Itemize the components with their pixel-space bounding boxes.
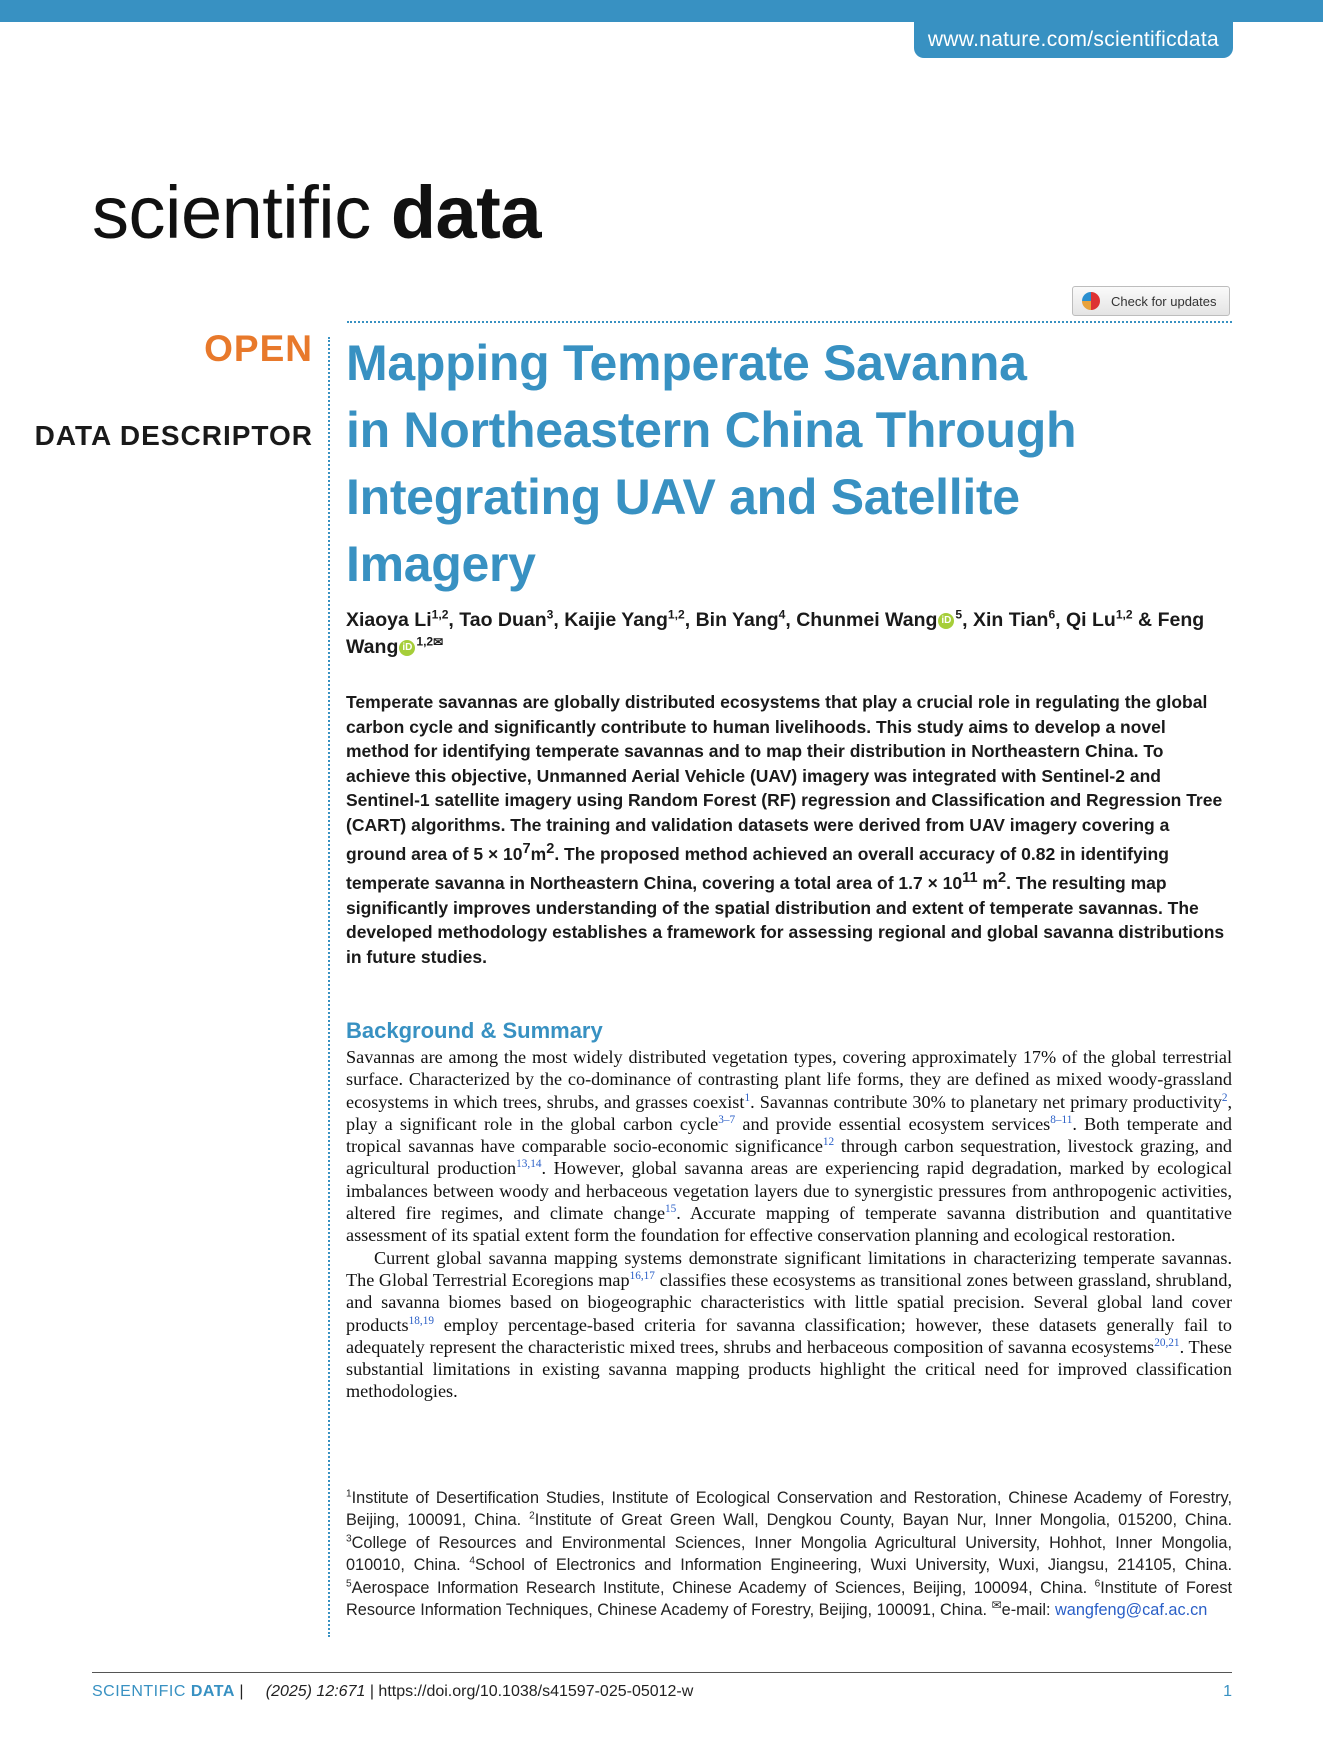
author-name[interactable]: Chunmei Wang xyxy=(796,609,938,631)
author-affiliation-marker: 6 xyxy=(1048,607,1056,622)
abstract-exponent: 7 xyxy=(522,841,531,857)
author-name[interactable]: Feng Wang xyxy=(346,609,1205,658)
footer-citation: (2025) 12:671 xyxy=(265,1683,366,1700)
reference-link[interactable]: 20,21 xyxy=(1154,1336,1180,1349)
author-affiliation-marker: 1,2 xyxy=(416,634,434,649)
title-line: Imagery xyxy=(346,536,536,592)
reference-link[interactable]: 8–11 xyxy=(1050,1113,1073,1126)
reference-link[interactable]: 15 xyxy=(665,1203,677,1216)
affiliation-number: 1 xyxy=(346,1488,352,1500)
abstract-text xyxy=(346,690,1230,969)
crossmark-icon xyxy=(1082,292,1100,310)
journal-url-link[interactable]: www.nature.com/scientificdata xyxy=(914,22,1233,58)
abstract-exponent: 11 xyxy=(962,870,978,887)
reference-link[interactable]: 13,14 xyxy=(516,1158,542,1171)
abstract xyxy=(346,690,1230,969)
author-name[interactable]: Xin Tian xyxy=(972,609,1049,631)
doi-link[interactable]: https://doi.org/10.1038/s41597-025-05012-w xyxy=(378,1683,694,1700)
title-line: Mapping Temperate Savanna xyxy=(346,335,1027,391)
page-footer xyxy=(92,1683,1232,1701)
reference-link[interactable]: 12 xyxy=(822,1136,835,1149)
abstract-part: . The proposed method achieved an overall accuracy of 0.82 in identifying temperate savanna in Northeastern China, covering a total area of xyxy=(346,843,1169,894)
affiliation-number: 6 xyxy=(1094,1578,1101,1590)
footer-rule xyxy=(92,1672,1232,1673)
check-for-updates-label: Check for updates xyxy=(1111,294,1217,309)
paragraph: Current global savanna mapping systems demonstrate significant limitations in characterizing temperate savannas. The Global Terrestrial Ecoregions map$^{16,17}$ classifies these ecosystems as transitional zones between grassland, shrubland, and savanna biomes based on biogeographic characteristics with little spatial precision. Several global land cover products$^{18,19}$ employ percentage-based criteria for savanna classification; however, these datasets generally fail to adequately represent the characteristic mixed trees, shrubs and herbaceous composition of savanna ecosystems$^{20,21}$. These substantial limitations in existing savanna mapping products highlight the critical need for improved classification methodologies. xyxy=(346,1247,1232,1402)
footer-journal-light: SCIENTIFIC xyxy=(92,1683,191,1700)
author-list: Xiaoya Li$^{1,2}$, Tao Duan$^3$, Kaijie Yang$^{1,2}$, Bin Yang$^4$, Chunmei Wang iD $^5$, Xin Tian$^6$, Qi Lu$^{1,2}$ & Feng Wang iD $^{1,2}$✉ xyxy=(346,607,1205,658)
abstract-unit: m xyxy=(977,873,998,894)
author-name[interactable]: Tao Duan xyxy=(459,609,547,631)
author-name[interactable]: Bin Yang xyxy=(695,609,779,631)
abstract-exponent: 2 xyxy=(546,841,555,857)
section-heading: Background & Summary xyxy=(346,1018,603,1043)
logo-word-light: scientific xyxy=(92,171,371,254)
author-affiliation-marker: 4 xyxy=(778,607,786,622)
abstract-part: . The resulting map significantly improves understanding of the spatial distribution and extent of temperate savannas. The developed methodology establishes a framework for assessing regional and global savanna distributions in future studies. xyxy=(346,873,1225,967)
author-affiliation-marker: 5 xyxy=(955,607,963,622)
title-line: in Northeastern China Through xyxy=(346,402,1077,458)
body-text xyxy=(346,1046,1232,1403)
affiliation-number: 3 xyxy=(346,1533,352,1545)
author-name[interactable]: Xiaoya Li xyxy=(346,609,432,631)
affiliation-number: 4 xyxy=(469,1555,476,1567)
logo-word-bold: data xyxy=(390,171,541,254)
open-access-label: OPEN xyxy=(204,328,313,369)
orcid-icon[interactable]: iD xyxy=(399,640,415,656)
abstract-value: 1.7 × 10 xyxy=(898,873,963,894)
footer-journal xyxy=(92,1683,235,1700)
author-name[interactable]: Qi Lu xyxy=(1066,609,1116,631)
affiliation-text: Aerospace Information Research Institute, Chinese Academy of Sciences, Beijing, 100094, China. xyxy=(351,1578,1095,1597)
affiliation-text: College of Resources and Environmental Sciences, Inner Mongolia Agricultural University, Hohhot, Inner Mongolia, 010010, China. xyxy=(346,1533,1232,1575)
orcid-icon[interactable]: iD xyxy=(938,613,954,629)
affiliations: $^1$Institute of Desertification Studies, Institute of Ecological Conservation and Restoration, Chinese Academy of Forestry, Beijing, 100091, China. $^2$Institute of Great Green Wall, Dengkou County, Bayan Nur, Inner Mongolia, 015200, China. $^3$College of Resources and Environmental Sciences, Inner Mongolia Agricultural University, Hohhot, Inner Mongolia, 010010, China. $^4$School of Electronics and Information Engineering, Wuxi University, Wuxi, Jiangsu, 214105, China. $^5$Aerospace Information Research Institute, Chinese Academy of Sciences, Beijing, 100094, China. $^6$Institute of Forest Resource Information Techniques, Chinese Academy of Forestry, Beijing, 100091, China. ✉e-mail: wangfeng@caf.ac.cn xyxy=(346,1488,1232,1620)
reference-link[interactable]: 2 xyxy=(1221,1091,1228,1104)
article-title xyxy=(346,330,1226,598)
article-type-label: DATA DESCRIPTOR xyxy=(34,420,313,451)
reference-link[interactable]: 18,19 xyxy=(408,1314,434,1327)
footer-separator: | xyxy=(234,1683,248,1700)
title-line: Integrating UAV and Satellite xyxy=(346,469,1020,525)
abstract-part: Temperate savannas are globally distributed ecosystems that play a crucial role in regulating the global carbon cycle and significantly contribute to human livelihoods. This study aims to develop a novel method for identifying temperate savannas and to map their distribution in Northeastern China. To achieve this objective, Unmanned Aerial Vehicle (UAV) imagery was integrated with Sentinel-2 and Sentinel-1 satellite imagery using Random Forest (RF) regression and Classification and Regression Tree (CART) algorithms. The training and validation datasets were derived from UAV imagery covering a ground area of xyxy=(346,692,1223,864)
reference-link[interactable]: 1 xyxy=(744,1091,751,1104)
top-accent-bar xyxy=(0,0,1323,22)
author-name[interactable]: Kaijie Yang xyxy=(564,609,668,631)
abstract-value: 5 × 10 xyxy=(473,843,523,864)
author-affiliation-marker: 1,2 xyxy=(667,607,685,622)
page-number: 1 xyxy=(1223,1683,1232,1700)
affiliation-text: Institute of Desertification Studies, Institute of Ecological Conservation and Restoration, Chinese Academy of Forestry, Beijing, 100091, China. xyxy=(346,1489,1232,1530)
abstract-exponent: 2 xyxy=(998,870,1007,887)
email-link[interactable]: wangfeng@caf.ac.cn xyxy=(1055,1601,1208,1620)
author-affiliation-marker: 3 xyxy=(546,607,554,622)
footer-separator: | xyxy=(365,1683,379,1700)
affiliation-number: 2 xyxy=(529,1510,535,1522)
journal-logo xyxy=(92,168,541,258)
reference-link[interactable]: 3–7 xyxy=(718,1113,736,1126)
author-affiliation-marker: 1,2 xyxy=(1115,607,1133,622)
affiliation-text: Institute of Forest Resource Information Techniques, Chinese Academy of Forestry, Beijing, 100091, China. xyxy=(346,1578,1232,1620)
email-label: e-mail: xyxy=(1001,1601,1056,1620)
dotted-divider-vertical xyxy=(328,337,330,1637)
footer-journal-bold: DATA xyxy=(190,1683,235,1700)
affiliation-text: Institute of Great Green Wall, Dengkou County, Bayan Nur, Inner Mongolia, 015200, China. xyxy=(534,1511,1232,1530)
affiliation-number: 5 xyxy=(346,1578,352,1590)
author-affiliation-marker: 1,2 xyxy=(431,607,449,622)
reference-link[interactable]: 16,17 xyxy=(629,1269,655,1282)
check-for-updates-button[interactable] xyxy=(1072,286,1230,316)
dotted-divider-horizontal xyxy=(347,321,1232,323)
affiliation-text: School of Electronics and Information Engineering, Wuxi University, Wuxi, Jiangsu, 214105, China. xyxy=(475,1556,1232,1575)
paragraph: Savannas are among the most widely distributed vegetation types, covering approximately 17% of the global terrestrial surface. Characterized by the co-dominance of contrasting plant life forms, they are defined as mixed woody-grassland ecosystems in which trees, shrubs, and grasses coexist$^1$. Savannas contribute 30% to planetary net primary productivity$^2$, play a significant role in the global carbon cycle$^{3-7}$ and provide essential ecosystem services$^{8-11}$. Both temperate and tropical savannas have comparable socio-economic significance$^{12}$ through carbon sequestration, livestock grazing, and agricultural production$^{13,14}$. However, global savanna areas are experiencing rapid degradation, marked by ecological imbalances between woody and herbaceous vegetation layers due to synergistic pressures from anthropogenic activities, altered fire regimes, and climate change$^{15}$. Accurate mapping of temperate savanna distribution and quantitative assessment of its spatial extent form the foundation for effective conservation planning and ecological restoration. xyxy=(346,1047,1233,1246)
abstract-unit: m xyxy=(530,843,547,864)
